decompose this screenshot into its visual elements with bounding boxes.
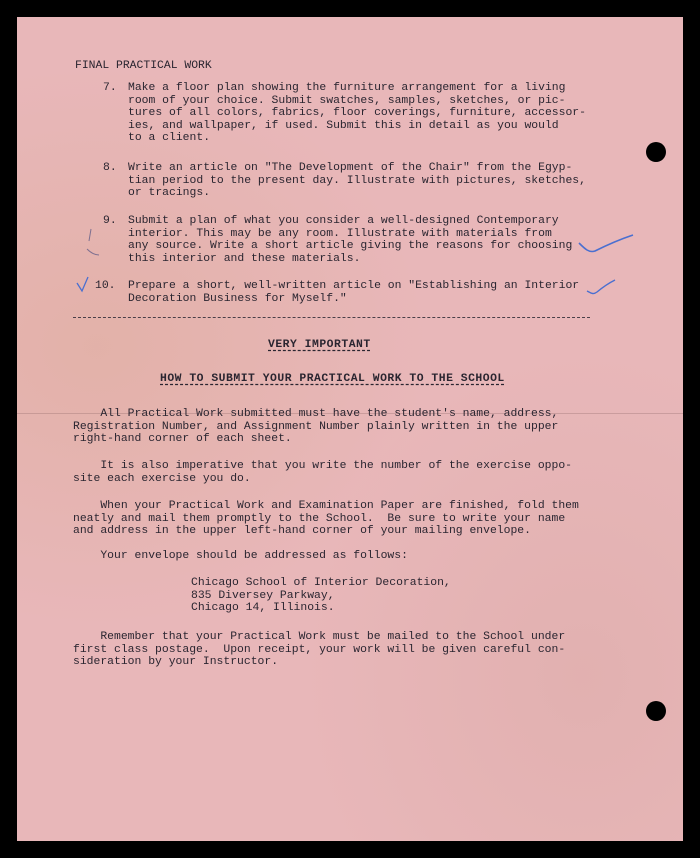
paragraph-submission: All Practical Work submitted must have the student's name, address, Registration Number, and Assignment Number plainly written in the upper right-hand corner of each sheet. xyxy=(73,408,559,446)
handwritten-check-mark xyxy=(585,277,617,297)
handwritten-check-mark xyxy=(75,275,91,295)
exercise-text: Submit a plan of what you consider a well-designed Contemporary interior. This may be any room. Illustrate with materials from any source. Write a short article giving the reasons for choosing this interior and these materials. xyxy=(128,215,573,265)
document-page xyxy=(17,17,683,841)
punch-hole xyxy=(646,701,666,721)
handwritten-check-mark xyxy=(575,225,637,255)
divider xyxy=(73,317,590,318)
mailing-address: Chicago School of Interior Decoration, 835 Diversey Parkway, Chicago 14, Illinois. xyxy=(191,577,451,615)
paragraph-envelope: Your envelope should be addressed as follows: xyxy=(73,550,408,562)
exercise-number: 7. xyxy=(103,82,117,94)
exercise-number: 8. xyxy=(103,162,117,174)
exercise-text: Prepare a short, well-written article on "Establishing an Interior Decoration Business for Myself." xyxy=(128,280,580,305)
section-title: FINAL PRACTICAL WORK xyxy=(75,60,212,72)
handwritten-pencil-mark xyxy=(81,225,101,261)
paragraph-imperative: It is also imperative that you write the number of the exercise oppo- site each exercise you do. xyxy=(73,460,572,485)
closing-paragraph: Remember that your Practical Work must be mailed to the School under first class postage. Upon receipt, your work will be given careful con- sideration by your Instructor. xyxy=(73,631,566,669)
paragraph-mailing: When your Practical Work and Examination Paper are finished, fold them neatly and mail them promptly to the School. Be sure to write your name and address in the upper left-hand corner of your mailing envelope. xyxy=(73,500,579,538)
important-heading: VERY IMPORTANT xyxy=(268,339,371,351)
punch-hole xyxy=(646,142,666,162)
exercise-text: Make a floor plan showing the furniture arrangement for a living room of your choice. Submit swatches, samples, sketches, or pic- tures of all colors, fabrics, floor coverings, furniture, accessor- ies, and wallpaper, if used. Submit this in detail as you would to a client. xyxy=(128,82,586,145)
exercise-number: 10. xyxy=(95,280,116,292)
exercise-text: Write an article on "The Development of the Chair" from the Egyp- tian period to the present day. Illustrate with pictures, sketches, or tracings. xyxy=(128,162,586,200)
exercise-number: 9. xyxy=(103,215,117,227)
submit-heading: HOW TO SUBMIT YOUR PRACTICAL WORK TO THE SCHOOL xyxy=(160,373,505,385)
